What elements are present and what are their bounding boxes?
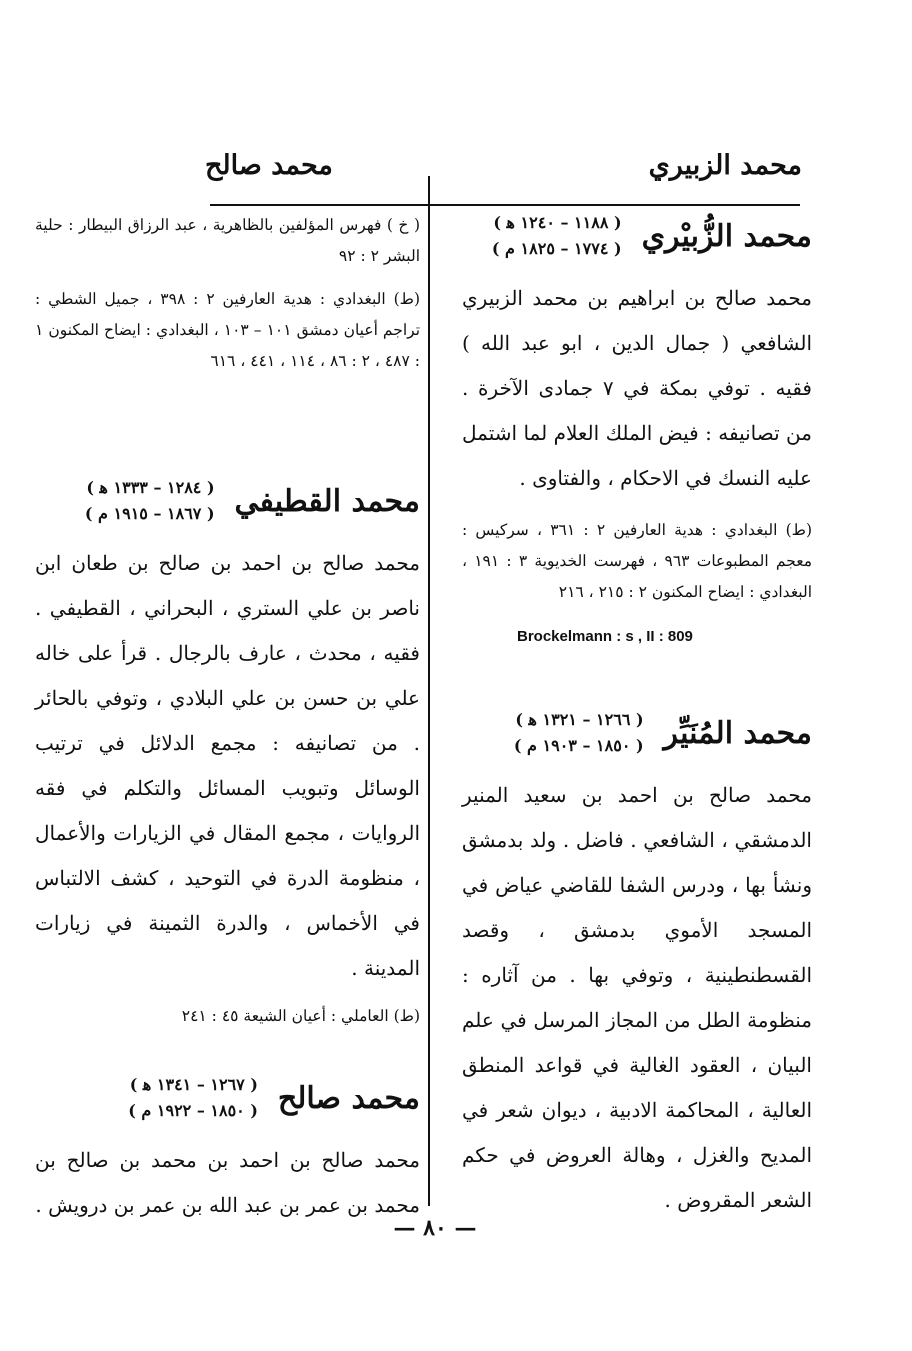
entry-name: محمد القطيفي — [234, 483, 420, 519]
entry-body: محمد صالح بن احمد بن سعيد المنير الدمشقي ، الشافعي . فاضل . ولد بدمشق ونشأ بها ، ودرس الشفا للقاضي عياض في المسجد الأموي بدمشق ، وقصد القسطنطينية ، وتوفي بها . من آثاره : منظومة الطل من المجاز المرسل في علم البيان ، العقود الغالية في قواعد المنطق العالية ، المحاكمة الادبية ، ديوان شعر في المديح والغزل ، وهالة العروض في حكم الشعر المقروض . — [462, 783, 812, 1212]
entry-name: محمد المُنَيِّر — [663, 715, 812, 751]
column-divider — [428, 176, 430, 1206]
entry-references: (ط) البغدادي : هدية العارفين ٢ : ٣٦١ ، سركيس : معجم المطبوعات ٩٦٣ ، فهرست الخديوية ٣ : ١٩١ ، البغدادي : ايضاح المكنون ٢ : ٢١٥ ، ٢١٦ — [462, 521, 813, 601]
dates-hijri: ( ١١٨٨ – ١٢٤٠ ﻫ ) — [493, 213, 622, 232]
page-number: — ٨٠ — — [393, 1215, 477, 1241]
dates-hijri: ( ١٢٦٦ – ١٣٢١ ﻫ ) — [515, 710, 644, 729]
entry-name: محمد الزُّبيْري — [641, 218, 812, 254]
entry-heading — [35, 1072, 420, 1124]
entry-dates — [492, 210, 622, 262]
entry-body: محمد صالح بن احمد بن محمد بن صالح بن محمد بن عمر بن عبد الله بن عمر بن درويش . — [35, 1148, 420, 1217]
entry-body: محمد صالح بن احمد بن صالح بن طعان ابن ناصر بن علي الستري ، البحراني ، القطيفي . فقيه ، محدث ، عارف بالرجال . قرأ على خاله علي بن حسن بن علي البلادي ، وتوفي بالحائر . من تصانيفه : مجمع الدلائل في ترتيب الوسائل وتبويب المسائل والتكلم في فقه الروايات ، مجمع المقال في الزيارات والأعمال ، منظومة الدرة في التوحيد ، كشف الالتباس في الأخماس ، والدرة الثمينة في زيارات المدينة . — [35, 551, 420, 980]
entry-heading — [35, 475, 420, 527]
running-head-right: محمد الزبيري — [648, 150, 802, 181]
right-column — [462, 210, 812, 1223]
dates-gregorian: ( ١٨٥٠ – ١٩٢٢ م ) — [128, 1101, 258, 1120]
dates-hijri: ( ١٢٨٤ – ١٣٣٣ ﻫ ) — [86, 478, 215, 497]
entry-heading — [462, 210, 812, 262]
dates-gregorian: ( ١٨٥٠ – ١٩٠٣ م ) — [513, 736, 644, 755]
entry-body: محمد صالح بن ابراهيم بن محمد الزبيري الشافعي ( جمال الدين ، ابو عبد الله ) فقيه . توفي بمكة في ٧ جمادى الآخرة . من تصانيفه : فيض الملك العلام لما اشتمل عليه النسك في الاحكام ، والفتاوى . — [462, 286, 812, 490]
dates-gregorian: ( ١٧٧٤ – ١٨٢٥ م ) — [491, 239, 622, 258]
entry-heading — [462, 707, 812, 759]
entry-dates — [514, 707, 644, 759]
running-head-left: محمد صالح — [205, 150, 333, 181]
latin-reference: Brockelmann : s , II : 809 — [517, 628, 693, 645]
dates-hijri: ( ١٢٦٧ – ١٣٤١ ﻫ ) — [129, 1075, 258, 1094]
entry-references: (ط) العاملي : أعيان الشيعة ٤٥ : ٢٤١ — [181, 1007, 420, 1025]
entry-dates — [85, 475, 215, 527]
entry-name: محمد صالح — [277, 1080, 420, 1116]
entry-dates — [128, 1072, 258, 1124]
header-rule — [210, 204, 800, 206]
continued-references: (ط) البغدادي : هدية العارفين ٢ : ٣٩٨ ، جميل الشطي : تراجم أعيان دمشق ١٠١ – ١٠٣ ، البغدادي : ايضاح المكنون ١ : ٤٨٧ ، ٢ : ٨٦ ، ١١٤ ، ٤٤١ ، ٦١٦ — [35, 290, 421, 370]
continued-references: ( خ ) فهرس المؤلفين بالظاهرية ، عبد الرزاق البيطار : حلية البشر ٢ : ٩٢ — [35, 216, 420, 265]
dates-gregorian: ( ١٨٦٧ – ١٩١٥ م ) — [84, 504, 215, 523]
left-column — [35, 210, 420, 1228]
